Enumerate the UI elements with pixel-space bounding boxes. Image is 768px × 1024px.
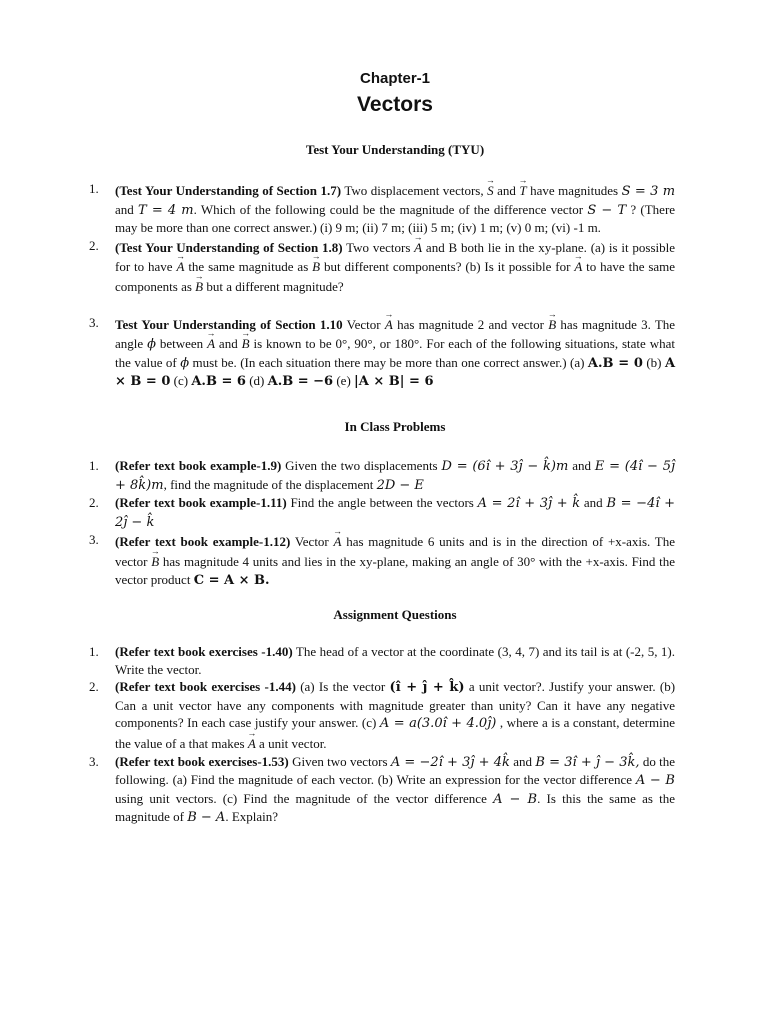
list-item: 2. (Test Your Understanding of Section 1.8) Two vectors → A and B both lie in the xy-plane. (a) is it possible for to have → A the same magnitude as → B but different components? (b) Is it possible for → A to have the same components as → B but a different magnitude? xyxy=(115,237,675,296)
list-item: 3. (Refer text book exercises-1.53) Given two vectors A = −2î + 3ĵ + 4k̂ and B = 3î + ĵ − 3k̂, do the following. (a) Find the magnitude of each vector. (b) Write an expression for the vector difference A − B using unit vectors. (c) Find the magnitude of the vector difference A − B. Is this the same as the magnitude of B − A. Explain? xyxy=(89,753,676,826)
assignment-list xyxy=(89,643,676,827)
list-item: 1. (Refer text book exercises -1.40) The head of a vector at the coordinate (3, 4, 7) and its tail is at (-2, 5, 1). Write the vector. xyxy=(89,644,676,677)
chapter-label: Chapter-1 xyxy=(359,70,430,87)
assignment-heading: Assignment Questions xyxy=(333,607,457,623)
tyu-heading: Test Your Understanding (TYU) xyxy=(305,142,485,157)
list-item: 3. Test Your Understanding of Section 1.10 Vector → A has magnitude 2 and vector → B has magnitude 3. The angle ϕ between → A and → B is known to be 0°, 90°, or 180°. For each of the following situations, state what the value of ϕ must be. (In each situation there may be more than one correct answer.) (a) A.B = 0 (b) A × B = 0 (c) A.B = 6 (d) A.B = −6 (e) |A × B| = 6 xyxy=(115,314,675,391)
list-item: 1. (Test Your Understanding of Section 1.7) Two displacement vectors, → S and → T have magnitudes S = 3 m and T = 4 m. Which of the following could be the magnitude of the difference vector S − T ? (There may be more than one correct answer.) (i) 9 m; (ii) 7 m; (iii) 5 m; (iv) 1 m; (v) 0 m; (vi) -1 m. xyxy=(115,180,675,237)
tyu-list xyxy=(89,180,676,391)
list-item: 2. (Refer text book exercises -1.44) (a) Is the vector (î + ĵ + k̂) a unit vector?. Justify your answer. (b) Can a unit vector have any components with magnitude greater than unity? Can it have any negative components? In each case justify your answer. (c) A = a(3.0î + 4.0ĵ) , where a is a constant, determine the value of a that makes → A a unit vector. xyxy=(115,678,675,752)
class-list xyxy=(89,457,676,589)
page-title: Vectors xyxy=(357,93,433,116)
class-heading: In Class Problems xyxy=(344,418,446,434)
list-item: 2. (Refer text book example-1.11) Find the angle between the vectors A = 2î + 3ĵ + k̂ and B = −4î + 2ĵ − k̂ xyxy=(89,495,676,530)
list-item: 1. (Refer text book example-1.9) Given the two displacements D = (6î + 3ĵ − k̂)m and E = (4î − 5ĵ + 8k̂)m, find the magnitude of the displacement 2D − E xyxy=(89,457,676,493)
list-item: 3. (Refer text book example-1.12) Vector → A has magnitude 6 units and is in the direction of +x-axis. The vector → B has magnitude 4 units and lies in the xy-plane, making an angle of 30° with the +x-axis. Find the vector product C = A × B. xyxy=(115,531,675,589)
